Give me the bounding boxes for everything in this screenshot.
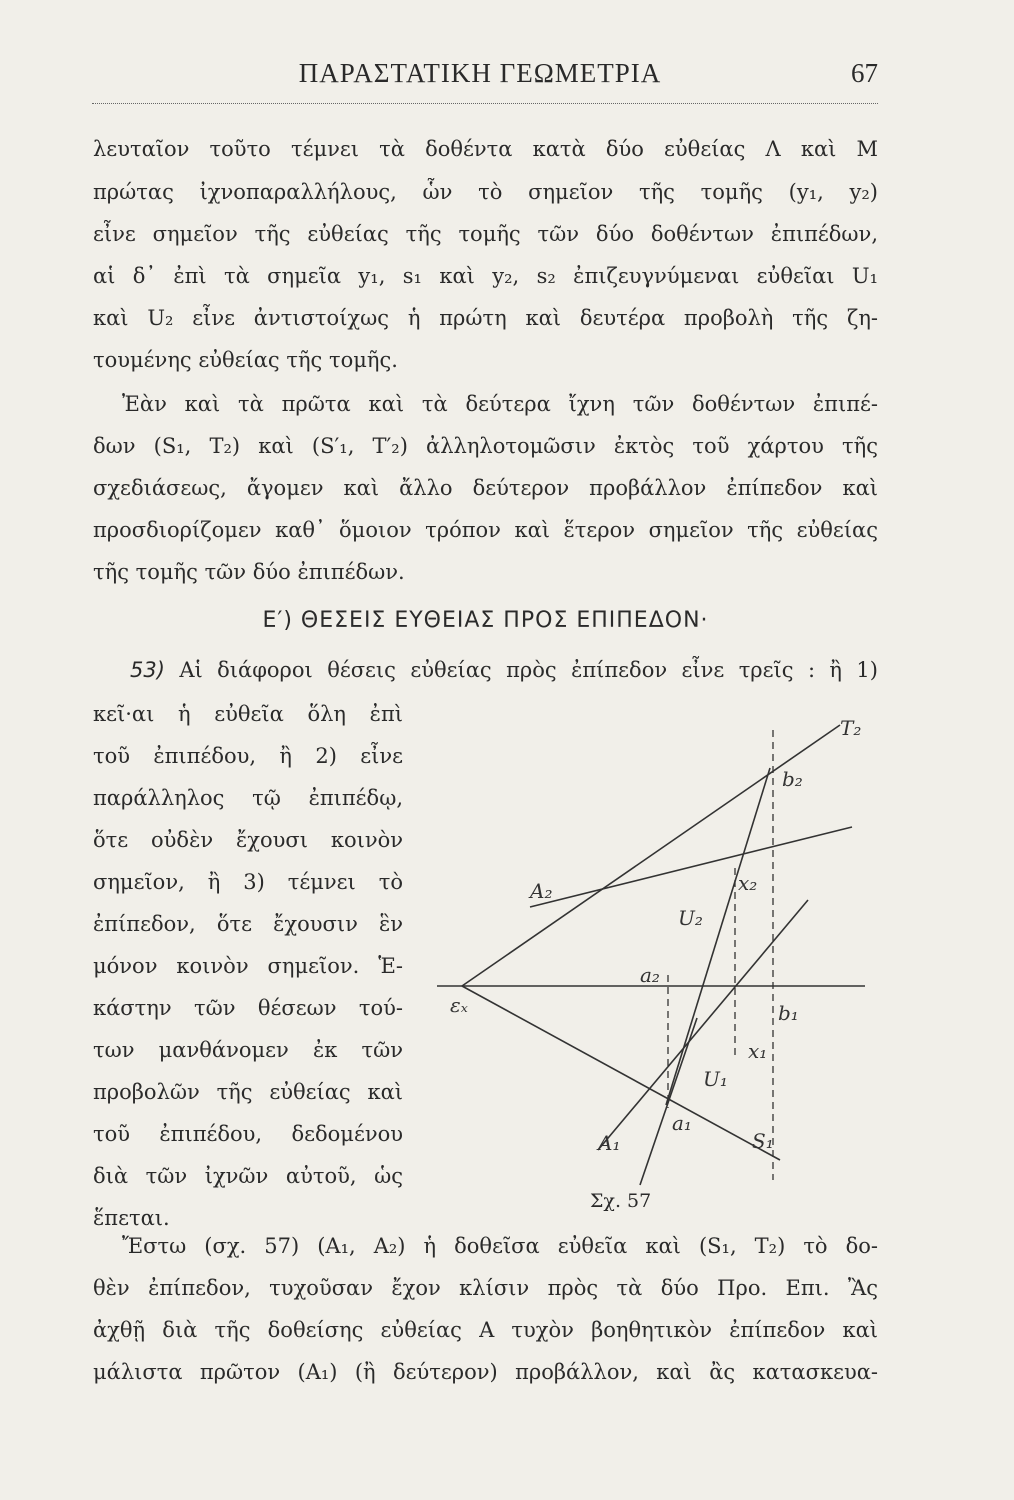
- label-a2-line: A₂: [530, 879, 553, 903]
- label-x2: x₂: [738, 871, 758, 895]
- text-line: καὶ U₂ εἶνε ἀντιστοίχως ἡ πρώτη καὶ δευτέρα προβολὴ τῆς ζη-: [93, 306, 878, 330]
- side-line: ὅτε οὐδὲν ἔχουσι κοινὸν: [93, 828, 403, 852]
- label-s1: S₁: [752, 1129, 774, 1153]
- header-rule: [92, 103, 878, 104]
- side-line: κεῖ·αι ἡ εὐθεῖα ὅλη ἐπὶ: [93, 702, 403, 726]
- page-number: 67: [851, 58, 878, 88]
- text-line: προσδιορίζομεν καθ᾿ ὅμοιον τρόπον καὶ ἕτερον σημεῖον τῆς εὐθείας: [93, 518, 878, 542]
- text-line: τουμένης εὐθείας τῆς τομῆς.: [93, 348, 398, 372]
- side-line: τοῦ ἐπιπέδου, δεδομένου: [93, 1122, 403, 1146]
- label-u1: U₁: [703, 1067, 728, 1091]
- label-t2: T₂: [840, 716, 862, 740]
- text-line: μάλιστα πρῶτον (A₁) (ἢ δεύτερον) προβάλλον, καὶ ἂς κατασκευα-: [93, 1360, 878, 1384]
- text-line: λευταῖον τοῦτο τέμνει τὰ δοθέντα κατὰ δύο εὐθείας Λ καὶ Μ: [93, 137, 878, 161]
- text-line: θὲν ἐπίπεδον, τυχοῦσαν ἔχον κλίσιν πρὸς τὰ δύο Προ. Επι. Ἂς: [93, 1276, 878, 1300]
- text-line: τῆς τομῆς τῶν δύο ἐπιπέδων.: [93, 560, 405, 584]
- line-a1: [598, 900, 808, 1150]
- side-line: παράλληλος τῷ ἐπιπέδῳ,: [93, 786, 403, 810]
- text-line: εἶνε σημεῖον τῆς εὐθείας τῆς τομῆς τῶν δύο δοθέντων ἐπιπέδων,: [93, 222, 878, 246]
- side-line: των μανθάνομεν ἐκ τῶν: [93, 1038, 403, 1062]
- para53-first-line: [130, 656, 878, 684]
- label-x1: x₁: [748, 1039, 768, 1063]
- label-b2: b₂: [782, 767, 803, 791]
- text-line: πρώτας ἰχνοπαραλλήλους, ὧν τὸ σημεῖον τῆς τομῆς (y₁, y₂): [93, 180, 878, 204]
- label-b1: b₁: [778, 1001, 799, 1025]
- figure-caption: Σχ. 57: [590, 1190, 652, 1212]
- paragraph-number: 53): [130, 658, 165, 682]
- label-a2-point: a₂: [640, 963, 660, 987]
- section-heading: Ε′) ΘΕΣΕΙΣ ΕΥΘΕΙΑΣ ΠΡΟΣ ΕΠΙΠΕΔΟΝ·: [262, 608, 709, 633]
- line-a2: [530, 827, 852, 907]
- text-line: Ἐὰν καὶ τὰ πρῶτα καὶ τὰ δεύτερα ἴχνη τῶν δοθέντων ἐπιπέ-: [122, 392, 878, 416]
- side-line: τοῦ ἐπιπέδου, ἢ 2) εἶνε: [93, 744, 403, 768]
- side-line: ἕπεται.: [93, 1206, 170, 1230]
- text-line: ἀχθῇ διὰ τῆς δοθείσης εὐθείας A τυχὸν βοηθητικὸν ἐπίπεδον καὶ: [93, 1318, 878, 1342]
- label-ex: εₓ: [450, 993, 468, 1017]
- side-line: προβολῶν τῆς εὐθείας καὶ: [93, 1080, 403, 1104]
- trace-t2-line: [462, 725, 840, 986]
- para53-first-text: Αἱ διάφοροι θέσεις εὐθείας πρὸς ἐπίπεδον εἶνε τρεῖς : ἢ 1): [179, 658, 878, 682]
- text-line: σχεδιάσεως, ἄγομεν καὶ ἄλλο δεύτερον προβάλλον ἐπίπεδον καὶ: [93, 476, 878, 500]
- label-a1-line: A₁: [598, 1131, 621, 1155]
- running-header-title: ΠΑΡΑΣΤΑΤΙΚΗ ΓΕΩΜΕΤΡΙΑ: [298, 58, 662, 88]
- trace-s1-line: [462, 986, 780, 1160]
- label-u2: U₂: [678, 906, 703, 930]
- text-line: αἱ δ᾿ ἐπὶ τὰ σημεῖα y₁, s₁ καὶ y₂, s₂ ἐπιζευγνύμεναι εὐθεῖαι U₁: [93, 264, 878, 288]
- text-line: Ἔστω (σχ. 57) (A₁, A₂) ἡ δοθεῖσα εὐθεῖα καὶ (S₁, T₂) τὸ δο-: [122, 1234, 878, 1258]
- side-line: σημεῖον, ἢ 3) τέμνει τὸ: [93, 870, 403, 894]
- side-line: κάστην τῶν θέσεων τού-: [93, 996, 403, 1020]
- side-line: μόνον κοινὸν σημεῖον. Ἑ-: [93, 954, 403, 978]
- side-line: διὰ τῶν ἰχνῶν αὐτοῦ, ὡς: [93, 1164, 403, 1188]
- label-a1-point: a₁: [672, 1111, 692, 1135]
- text-line: δων (S₁, T₂) καὶ (S′₁, T′₂) ἀλληλοτομῶσιν ἐκτὸς τοῦ χάρτου τῆς: [93, 434, 878, 458]
- side-line: ἐπίπεδον, ὅτε ἔχουσιν ἓν: [93, 912, 403, 936]
- figure-57: [430, 700, 870, 1190]
